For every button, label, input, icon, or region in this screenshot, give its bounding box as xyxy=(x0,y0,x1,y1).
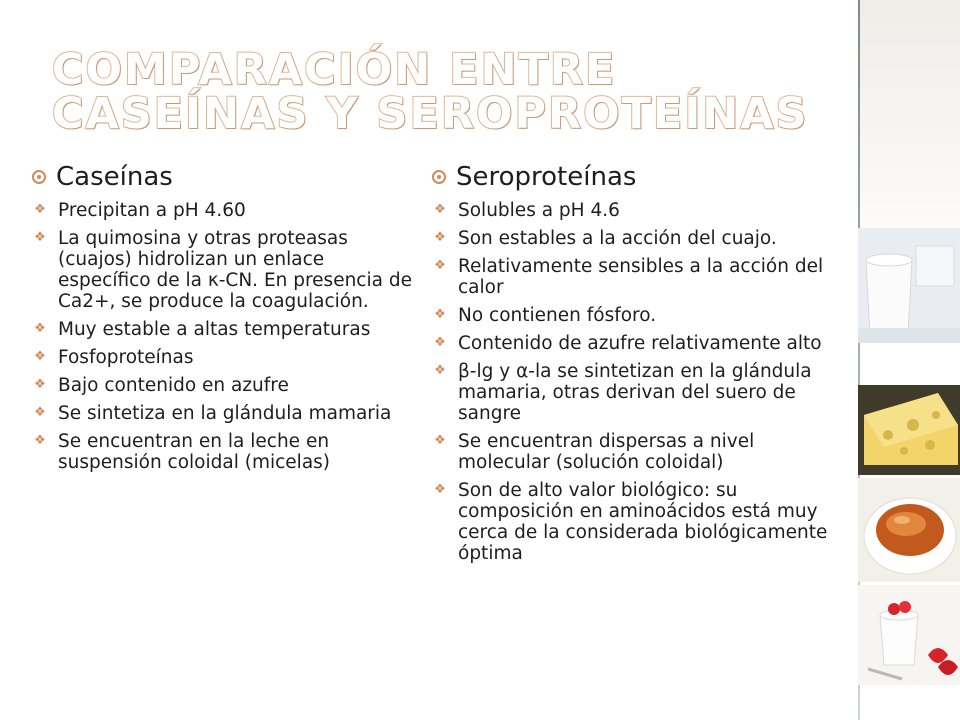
caseinas-heading xyxy=(32,160,412,194)
list-item: ❖ Se encuentran dispersas a nivel molecular (solución coloidal) xyxy=(432,431,837,473)
diamond-bullet-icon: ❖ xyxy=(34,230,46,245)
diamond-bullet-icon: ❖ xyxy=(34,321,46,336)
diamond-bullet-icon: ❖ xyxy=(34,377,46,392)
seroproteinas-heading-text: Seroproteínas xyxy=(456,162,637,192)
list-item: ❖ Son de alto valor biológico: su composición en aminoácidos está muy cerca de la considerada biológicamente óptima xyxy=(432,480,837,564)
diamond-bullet-icon: ❖ xyxy=(34,433,46,448)
diamond-bullet-icon: ❖ xyxy=(434,482,446,497)
list-item: ❖ La quimosina y otras proteasas (cuajos) hidrolizan un enlace específico de la κ-CN. En presencia de Ca2+, se produce la coagulación. xyxy=(32,228,412,312)
list-item: ❖ Se encuentran en la leche en suspensión coloidal (micelas) xyxy=(32,431,412,473)
list-item: ❖ Se sintetiza en la glándula mamaria xyxy=(32,403,412,424)
list-item: ❖ Son estables a la acción del cuajo. xyxy=(432,228,837,249)
list-item: ❖ β-lg y α-la se sintetizan en la glándula mamaria, otras derivan del suero de sangre xyxy=(432,361,837,424)
diamond-bullet-icon: ❖ xyxy=(434,335,446,350)
list-item: ❖ Bajo contenido en azufre xyxy=(32,375,412,396)
seroproteinas-column xyxy=(432,160,837,571)
list-item: ❖ Muy estable a altas temperaturas xyxy=(32,319,412,340)
diamond-bullet-icon: ❖ xyxy=(34,405,46,420)
circle-bullet-icon xyxy=(32,170,46,184)
caseinas-list xyxy=(32,200,412,473)
caseinas-heading-text: Caseínas xyxy=(56,162,173,192)
list-item: ❖ Contenido de azufre relativamente alto xyxy=(432,333,837,354)
diamond-bullet-icon: ❖ xyxy=(434,363,446,378)
seroproteinas-list xyxy=(432,200,837,564)
diamond-bullet-icon: ❖ xyxy=(434,433,446,448)
circle-bullet-icon xyxy=(432,170,446,184)
list-item: ❖ Relativamente sensibles a la acción del calor xyxy=(432,256,837,298)
list-item: ❖ Solubles a pH 4.6 xyxy=(432,200,837,221)
diamond-bullet-icon: ❖ xyxy=(434,202,446,217)
list-item: ❖ Precipitan a pH 4.60 xyxy=(32,200,412,221)
list-item: ❖ Fosfoproteínas xyxy=(32,347,412,368)
diamond-bullet-icon: ❖ xyxy=(434,258,446,273)
slide-title: COMPARACIÓN ENTRE CASEÍNAS Y SEROPROTEÍNAS xyxy=(52,45,809,139)
cheese-image xyxy=(858,385,960,475)
diamond-bullet-icon: ❖ xyxy=(34,202,46,217)
caramel-flan-image xyxy=(858,478,960,582)
diamond-bullet-icon: ❖ xyxy=(434,230,446,245)
list-item: ❖ No contienen fósforo. xyxy=(432,305,837,326)
seroproteinas-heading xyxy=(432,160,837,194)
diamond-bullet-icon: ❖ xyxy=(34,349,46,364)
caseinas-column xyxy=(32,160,412,480)
diamond-bullet-icon: ❖ xyxy=(434,307,446,322)
milk-glass-image xyxy=(858,228,960,343)
strawberry-yogurt-image xyxy=(858,585,960,685)
